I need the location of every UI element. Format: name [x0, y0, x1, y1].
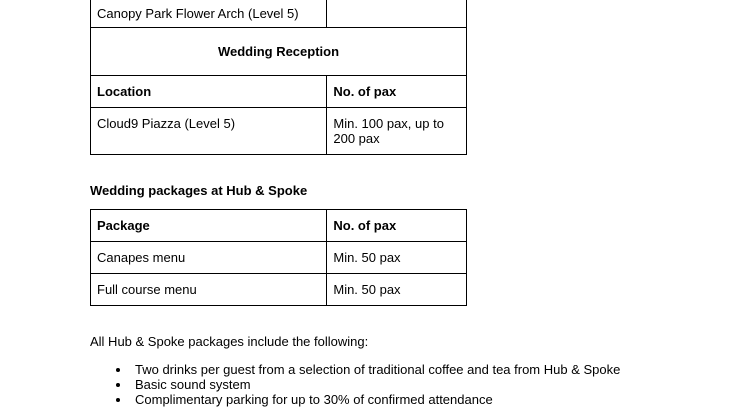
package-cell: Full course menu [91, 274, 327, 306]
pax-cell: Min. 50 pax [327, 274, 467, 306]
table-row [91, 274, 467, 306]
package-cell: Canapes menu [91, 242, 327, 274]
list-item: Basic sound system [135, 377, 620, 392]
pax-line: 200 pax [333, 131, 380, 146]
inclusions-list [90, 362, 620, 407]
table-row [91, 108, 467, 155]
section-title-row [91, 28, 467, 76]
pax-cell [327, 0, 467, 28]
list-item: Two drinks per guest from a selection of traditional coffee and tea from Hub & Spoke [135, 362, 621, 377]
location-cell: Canopy Park Flower Arch (Level 5) [91, 0, 327, 28]
pax-header: No. of pax [327, 210, 467, 242]
location-cell: Cloud9 Piazza (Level 5) [91, 108, 327, 155]
table-row [91, 0, 467, 28]
pax-header: No. of pax [327, 76, 467, 108]
pax-line: Min. 100 pax, up to [333, 116, 444, 131]
packages-heading: Wedding packages at Hub & Spoke [90, 183, 308, 198]
table-row [91, 242, 467, 274]
pax-cell [327, 108, 467, 155]
header-row [91, 76, 467, 108]
pax-cell: Min. 50 pax [327, 242, 467, 274]
list-item: Complimentary parking for up to 30% of confirmed attendance [135, 392, 620, 407]
location-header: Location [91, 76, 327, 108]
header-row [91, 210, 467, 242]
packages-table [90, 209, 467, 306]
section-title: Wedding Reception [91, 28, 467, 76]
package-header: Package [91, 210, 327, 242]
venue-table [90, 0, 467, 155]
inclusions-intro: All Hub & Spoke packages include the following: [90, 334, 369, 349]
